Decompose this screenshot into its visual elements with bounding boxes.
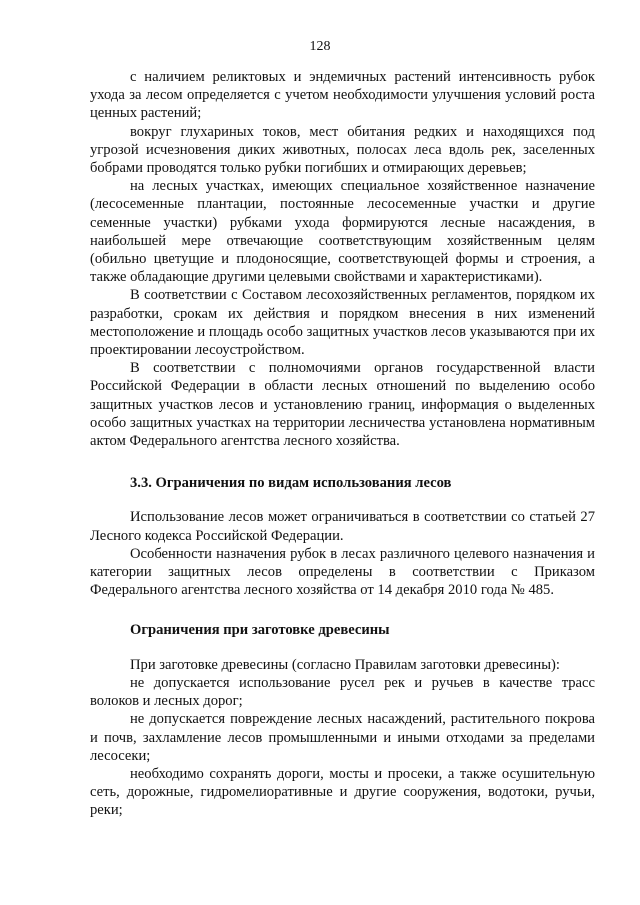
paragraph: необходимо сохранять дороги, мосты и просеки, а также осушительную сеть, дорожные, гидромелиоративные и другие сооружения, водотоки, ручьи, реки; — [90, 765, 595, 819]
paragraph: с наличием реликтовых и эндемичных растений интенсивность рубок ухода за лесом определяется с учетом необходимости улучшения условий роста ценных растений; — [90, 69, 595, 122]
paragraph: не допускается повреждение лесных насаждений, растительного покрова и почв, захламление лесов промышленными и иными отходами за пределами лесосеки; — [90, 711, 595, 764]
paragraph: не допускается использование русел рек и ручьев в качестве трасс волоков и лесных дорог; — [90, 674, 595, 710]
paragraph: вокруг глухариных токов, мест обитания редких и находящихся под угрозой исчезновения диких животных, полосах леса вдоль рек, заселенных бобрами проводятся только рубки погибших и отмирающих деревьев; — [90, 123, 595, 177]
paragraph: Особенности назначения рубок в лесах различного целевого назначения и категории защитных лесов определены в соответствии с Приказом Федерального агентства лесного хозяйства от 14 декабря 2010 года № 485. — [90, 545, 595, 599]
paragraph: на лесных участках, имеющих специальное хозяйственное назначение (лесосеменные плантации, постоянные лесосеменные участки и другие семенные участки) рубками ухода формируются лесные насаждения, в наибольшей мере отвечающие соответствующим хозяйственным целям (обильно цветущие и плодоносящие, соответствующей формы и строения, а также обладающие другими целевыми свойствами и характеристиками). — [90, 178, 595, 286]
page-number: 128 — [309, 39, 331, 54]
body-text — [90, 68, 595, 820]
paragraph: При заготовке древесины (согласно Правилам заготовки древесины): — [130, 656, 560, 673]
section-heading: 3.3. Ограничения по видам использования лесов — [130, 475, 452, 492]
paragraph: Использование лесов может ограничиваться в соответствии со статьей 27 Лесного кодекса Российской Федерации. — [90, 509, 595, 544]
paragraph: В соответствии с полномочиями органов государственной власти Российской Федерации в области лесных отношений по выделению особо защитных участков лесов и установлению границ, информация о выделенных особо защитных участках на территории лесничества установлена нормативным актом Федерального агентства лесного хозяйства. — [90, 360, 595, 450]
paragraph: В соответствии с Составом лесохозяйственных регламентов, порядком их разработки, срокам их действия и порядком внесения в них изменений местоположение и площадь особо защитных участков лесов указываются при их проектировании лесоустройством. — [90, 287, 595, 359]
subsection-heading: Ограничения при заготовке древесины — [130, 622, 390, 639]
